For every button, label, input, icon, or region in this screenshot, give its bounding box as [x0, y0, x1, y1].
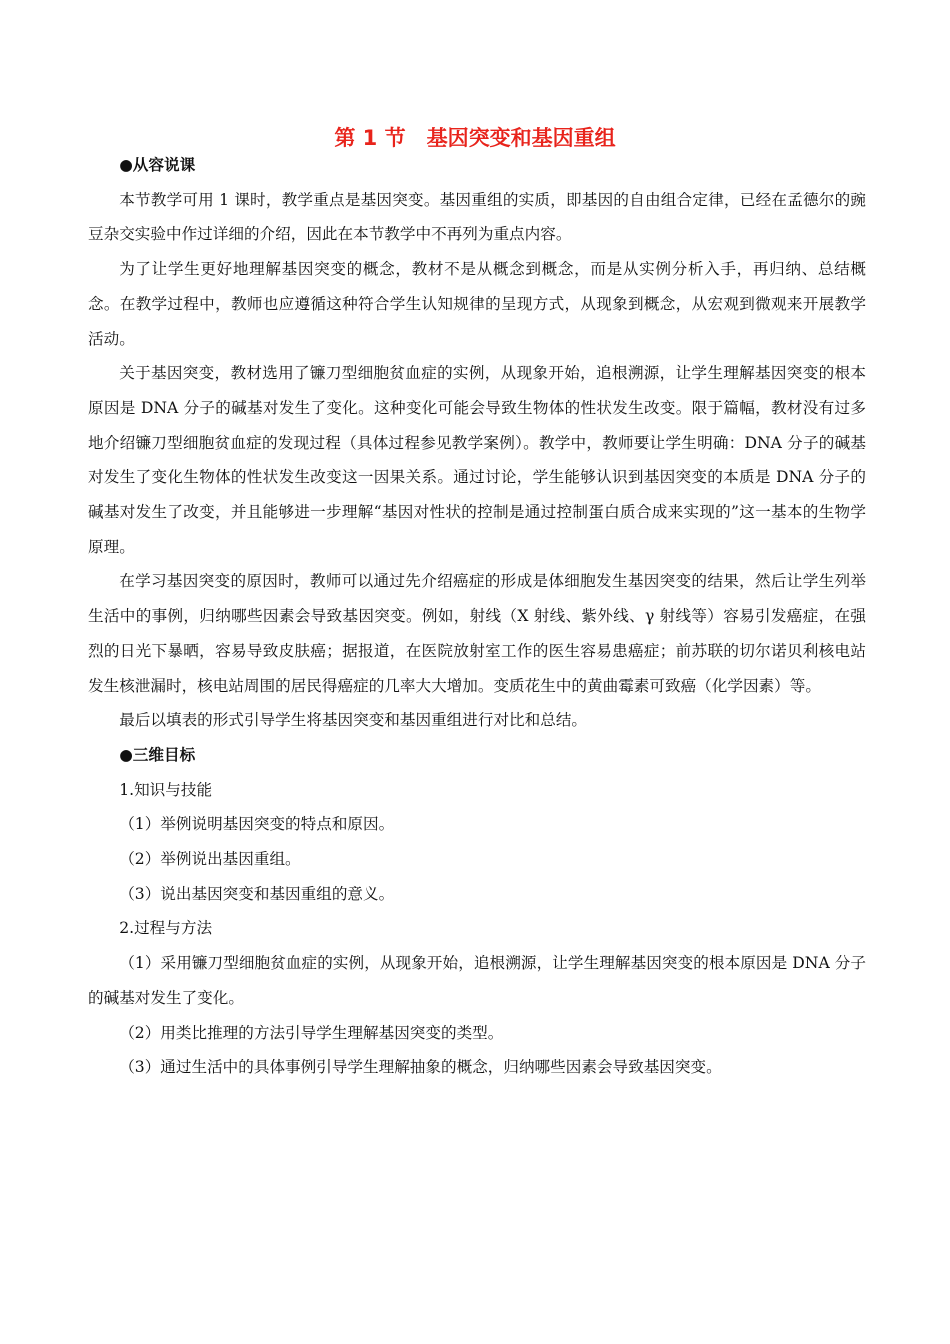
- objective-item: （1）举例说明基因突变的特点和原因。: [119, 815, 395, 834]
- objective-item: 1.知识与技能: [119, 780, 213, 799]
- paragraph: 在学习基因突变的原因时，教师可以通过先介绍癌症的形成是体细胞发生基因突变的结果，然后让学生列举生活中的事例，归纳哪些因素会导致基因突变。例如，射线（X 射线、紫外线、γ 射线等）容易引发癌症，在强烈的日光下暴晒，容易导致皮肤癌；据报道，在医院放射室工作的医生容易患癌症；前苏联的切尔诺贝利核电站发生核泄漏时，核电站周围的居民得癌症的几率大大增加。变质花生中的黄曲霉素可致癌（化学因素）等。: [88, 572, 866, 695]
- objective-item: 2.过程与方法: [119, 919, 213, 938]
- paragraph: 本节教学可用 1 课时，教学重点是基因突变。基因重组的实质，即基因的自由组合定律，已经在孟德尔的豌豆杂交实验中作过详细的介绍，因此在本节教学中不再列为重点内容。: [88, 190, 866, 244]
- document-body: [88, 148, 866, 1085]
- objective-item: （1）采用镰刀型细胞贫血症的实例，从现象开始，追根溯源，让学生理解基因突变的根本原因是 DNA 分子的碱基对发生了变化。: [88, 954, 866, 1007]
- objective-item: （3）通过生活中的具体事例引导学生理解抽象的概念，归纳哪些因素会导致基因突变。: [119, 1058, 722, 1077]
- objective-item: （2）用类比推理的方法引导学生理解基因突变的类型。: [119, 1023, 504, 1042]
- objective-item: （2）举例说出基因重组。: [119, 850, 301, 869]
- section-heading-objectives: ●三维目标: [119, 745, 196, 764]
- page-title: 第 1 节 基因突变和基因重组: [334, 126, 616, 150]
- paragraph: 最后以填表的形式引导学生将基因突变和基因重组进行对比和总结。: [119, 711, 588, 730]
- paragraph: 为了让学生更好地理解基因突变的概念，教材不是从概念到概念，而是从实例分析入手，再归纳、总结概念。在教学过程中，教师也应遵循这种符合学生认知规律的呈现方式，从现象到概念，从宏观到微观来开展教学活动。: [88, 260, 866, 348]
- paragraph: 关于基因突变，教材选用了镰刀型细胞贫血症的实例，从现象开始，追根溯源，让学生理解基因突变的根本原因是 DNA 分子的碱基对发生了变化。这种变化可能会导致生物体的性状发生改变。限于篇幅，教材没有过多地介绍镰刀型细胞贫血症的发现过程（具体过程参见教学案例）。教学中，教师要让学生明确：DNA 分子的碱基对发生了变化生物体的性状发生改变这一因果关系。通过讨论，学生能够认识到基因突变的本质是 DNA 分子的碱基对发生了改变，并且能够进一步理解“基因对性状的控制是通过控制蛋白质合成来实现的”这一基本的生物学原理。: [88, 364, 866, 556]
- section-heading-teaching-notes: ●从容说课: [119, 156, 196, 174]
- objective-item: （3）说出基因突变和基因重组的意义。: [119, 884, 395, 903]
